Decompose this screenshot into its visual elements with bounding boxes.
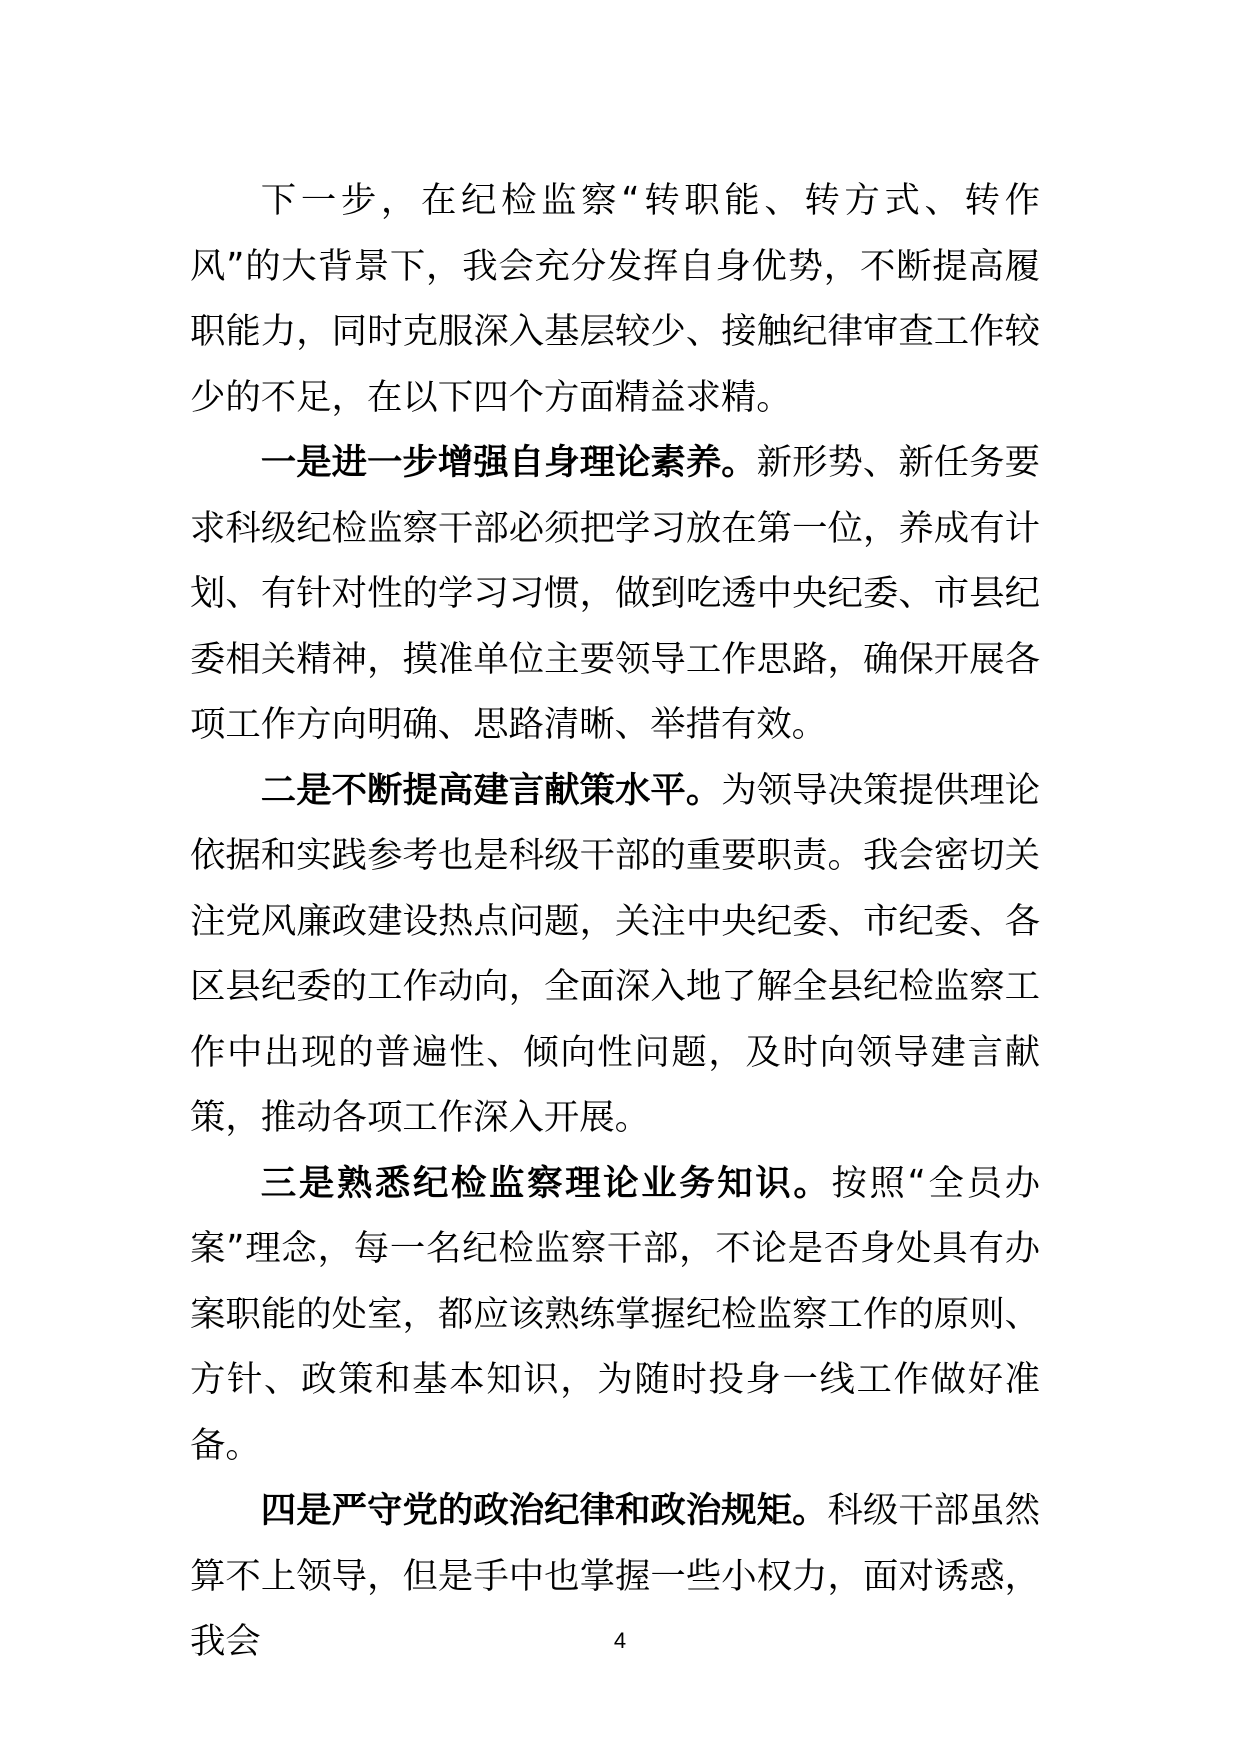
paragraph-point-3 — [190, 1151, 1040, 1479]
paragraph-lead: 二是不断提高建言献策水平。 — [260, 769, 722, 811]
paragraph-point-1 — [190, 430, 1040, 758]
document-body — [190, 168, 1040, 1675]
paragraph-point-2 — [190, 758, 1040, 1151]
paragraph-text: 新形势、新任务要求科级纪检监察干部必须把学习放在第一位，养成有计划、有针对性的学习习惯，做到吃透中央纪委、市县纪委相关精神，摸准单位主要领导工作思路，确保开展各项工作方向明确、思路清晰、举措有效。 — [190, 442, 1041, 745]
paragraph-text: 按照“全员办案”理念，每一名纪检监察干部，不论是否身处具有办案职能的处室，都应该熟练掌握纪检监察工作的原则、方针、政策和基本知识，为随时投身一线工作做好准备。 — [190, 1162, 1041, 1466]
paragraph-text: 科级干部虽然算不上领导，但是手中也掌握一些小权力，面对诱惑，我会 — [190, 1490, 1041, 1662]
page-number: 4 — [613, 1628, 627, 1653]
paragraph-text: 下一步，在纪检监察“转职能、转方式、转作风”的大背景下，我会充分发挥自身优势，不断提高履职能力，同时克服深入基层较少、接触纪律审查工作较少的不足，在以下四个方面精益求精。 — [190, 180, 1040, 418]
paragraph-text: 为领导决策提供理论依据和实践参考也是科级干部的重要职责。我会密切关注党风廉政建设热点问题，关注中央纪委、市纪委、各区县纪委的工作动向，全面深入地了解全县纪检监察工作中出现的普遍性、倾向性问题，及时向领导建言献策，推动各项工作深入开展。 — [190, 769, 1041, 1138]
paragraph-intro — [190, 168, 1040, 430]
paragraph-lead: 一是进一步增强自身理论素养。 — [260, 442, 757, 483]
paragraph-lead: 三是熟悉纪检监察理论业务知识。 — [260, 1162, 832, 1204]
paragraph-lead: 四是严守党的政治纪律和政治规矩。 — [260, 1490, 828, 1531]
